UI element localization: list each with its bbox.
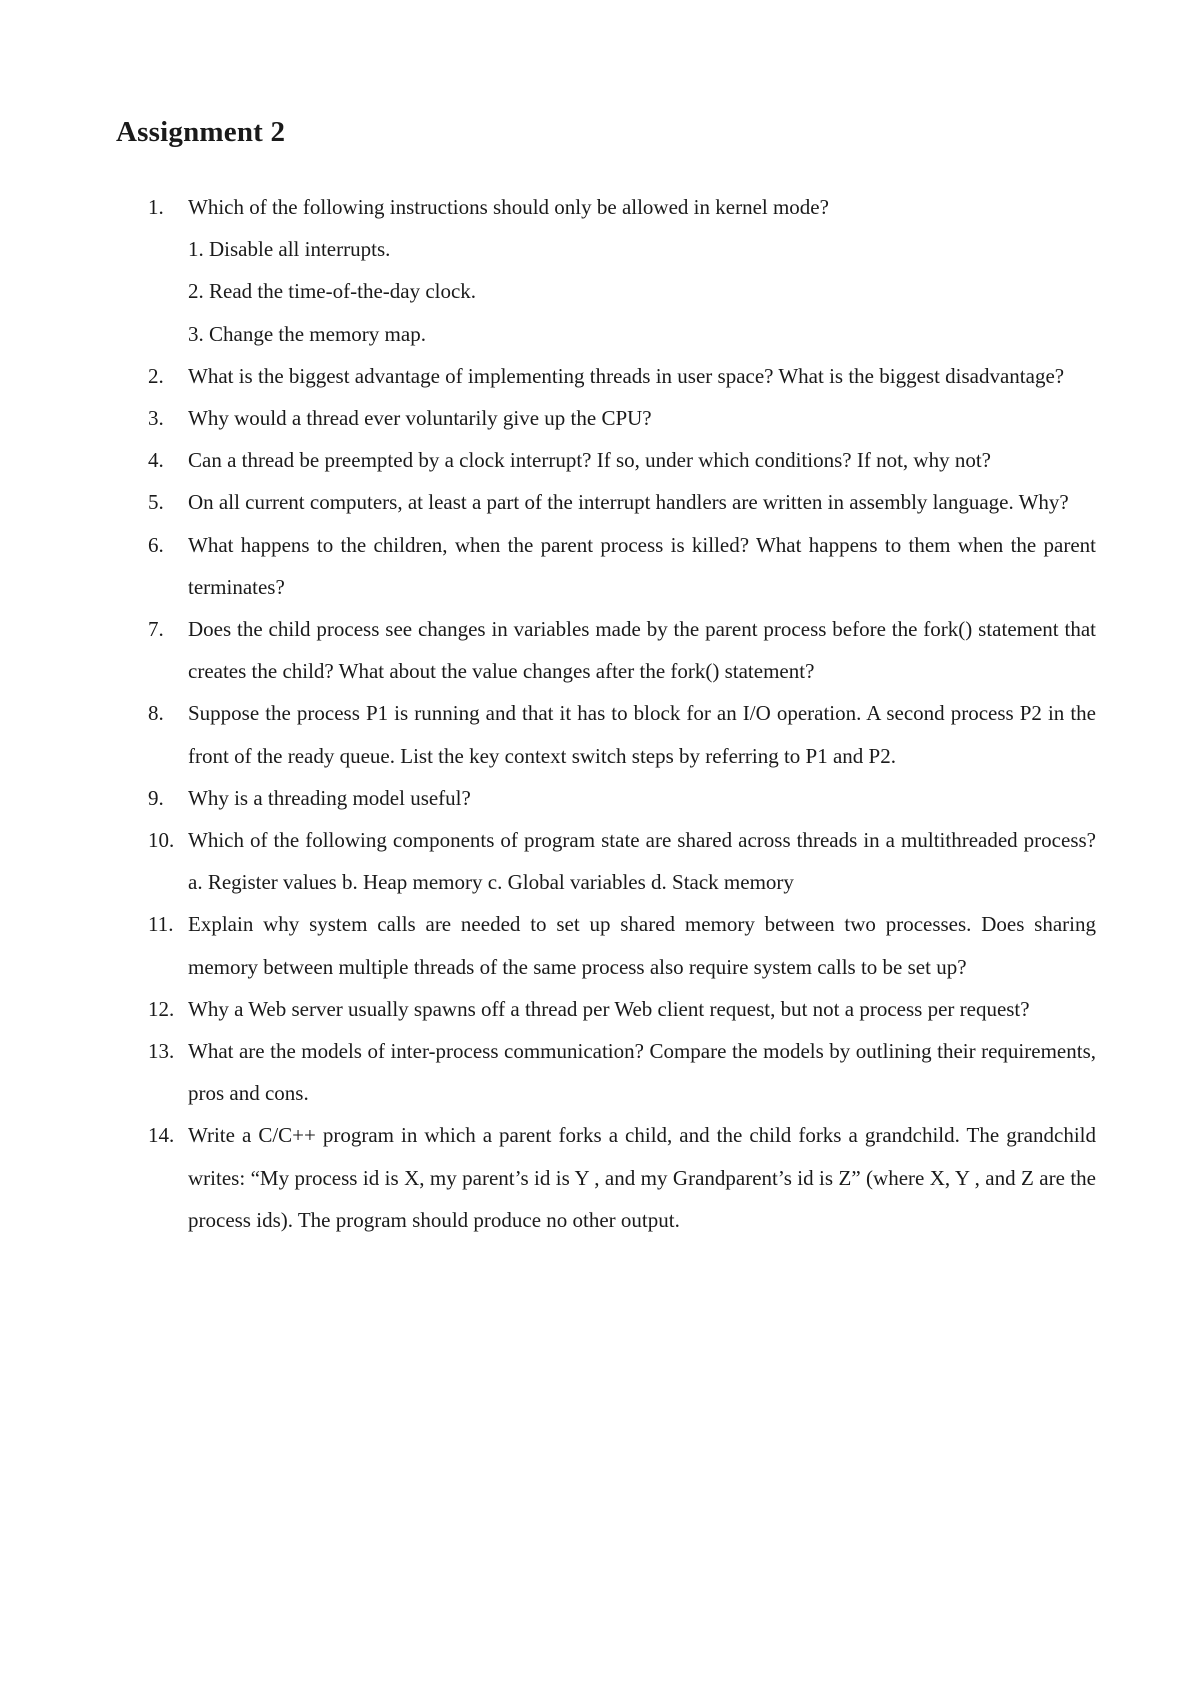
question-number: 1.	[148, 195, 164, 219]
option-item: 3. Change the memory map.	[188, 321, 426, 346]
question-text: On all current computers, at least a part of the interrupt handlers are written in assembly language. Why?	[188, 490, 1069, 515]
document-title: Assignment 2	[116, 116, 286, 148]
question-text: What is the biggest advantage of implementing threads in user space? What is the biggest disadvantage?	[188, 363, 1065, 388]
question-text: Does the child process see changes in variables made by the parent process before the fork() statement that creates the child? What about the value changes after the fork() statement?	[188, 617, 1096, 684]
question-number: 2.	[148, 363, 164, 388]
question-number: 11.	[148, 912, 174, 937]
question-number: 9.	[148, 785, 164, 810]
question-text: Why would a thread ever voluntarily give up the CPU?	[188, 406, 652, 431]
question-item-2	[148, 355, 1096, 397]
question-text: Which of the following components of program state are shared across threads in a multithreaded process? a. Register values b. Heap memory c. Global variables d. Stack memory	[188, 828, 1096, 895]
question-item-14	[148, 1114, 1096, 1241]
question-item-8	[148, 692, 1096, 776]
question-item-9	[148, 777, 1096, 819]
question-number: 10.	[148, 828, 175, 853]
question-number: 12.	[148, 996, 175, 1021]
question-item-7	[148, 608, 1096, 692]
question-item-11	[148, 903, 1096, 987]
question-number: 6.	[148, 532, 164, 557]
question-list	[148, 186, 1096, 1241]
question-text: Can a thread be preempted by a clock interrupt? If so, under which conditions? If not, why not?	[188, 448, 991, 473]
question-item-10	[148, 819, 1096, 903]
question-item-1	[148, 186, 1096, 355]
question-text: Which of the following instructions should only be allowed in kernel mode?	[188, 195, 829, 219]
question-number: 3.	[148, 406, 164, 431]
question-text: What happens to the children, when the parent process is killed? What happens to them when the parent terminates?	[188, 532, 1096, 599]
option-item: 1. Disable all interrupts.	[188, 237, 391, 262]
question-number: 5.	[148, 490, 164, 515]
question-text: Explain why system calls are needed to set up shared memory between two processes. Does sharing memory between multiple threads of the same process also require system calls to be set up?	[188, 912, 1096, 979]
question-item-13	[148, 1030, 1096, 1114]
question-text: Suppose the process P1 is running and that it has to block for an I/O operation. A second process P2 in the front of the ready queue. List the key context switch steps by referring to P1 and P2.	[188, 701, 1096, 768]
option-list	[188, 228, 1096, 355]
question-number: 7.	[148, 617, 164, 642]
question-text: What are the models of inter-process communication? Compare the models by outlining their requirements, pros and cons.	[188, 1039, 1096, 1106]
question-number: 4.	[148, 448, 164, 473]
question-number: 8.	[148, 701, 164, 726]
option-item: 2. Read the time-of-the-day clock.	[188, 279, 477, 304]
question-item-12	[148, 988, 1096, 1030]
question-number: 14.	[148, 1123, 175, 1148]
question-text: Why a Web server usually spawns off a thread per Web client request, but not a process per request?	[188, 996, 1030, 1021]
question-item-4	[148, 439, 1096, 481]
question-item-3	[148, 397, 1096, 439]
question-text: Write a C/C++ program in which a parent forks a child, and the child forks a grandchild. The grandchild writes: “My process id is X, my parent’s id is Y , and my Grandparent’s id is Z” (where X, Y , and Z are the process ids). The program should produce no other output.	[188, 1123, 1096, 1232]
question-number: 13.	[148, 1039, 175, 1064]
question-text: Why is a threading model useful?	[188, 785, 471, 810]
question-item-6	[148, 524, 1096, 608]
question-item-5	[148, 481, 1096, 523]
